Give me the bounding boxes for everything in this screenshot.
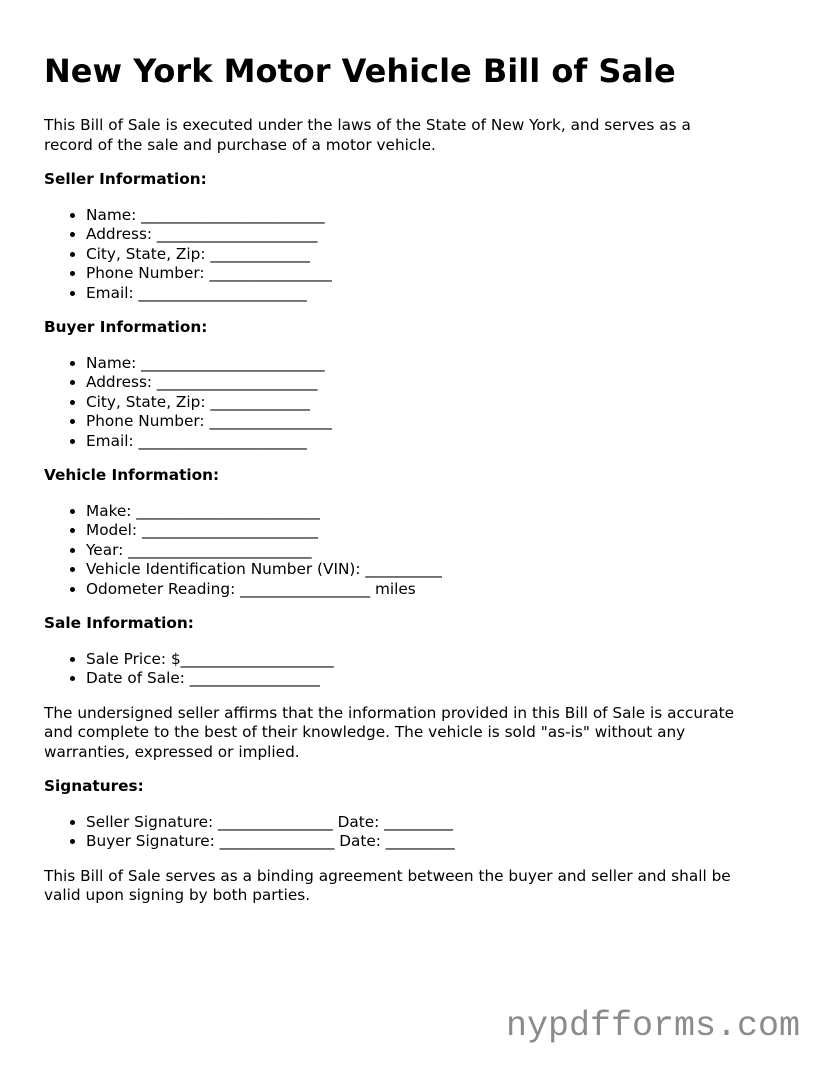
closing-line-2: valid upon signing by both parties.	[44, 886, 311, 905]
seller-email-field-line: • Email: ______________________	[86, 284, 781, 304]
seller-name-field-line: • Name: ________________________	[86, 206, 781, 226]
watermark-url: nypdfforms.com	[505, 1006, 800, 1046]
section-heading-seller-information: Seller Information:	[44, 170, 207, 189]
buyer-email-field-line: • Email: ______________________	[86, 432, 781, 452]
closing-paragraph	[44, 867, 781, 906]
seller-phone-number-field-line: • Phone Number: ________________	[86, 264, 781, 284]
date-of-sale-field-line: • Date of Sale: _________________	[86, 669, 781, 689]
document-title: New York Motor Vehicle Bill of Sale	[44, 52, 676, 90]
buyer-information-list	[44, 354, 781, 452]
affirmation-line-2: and complete to the best of their knowledge. The vehicle is sold "as-is" without any	[44, 723, 686, 742]
vehicle-year-field-line: • Year: ________________________	[86, 541, 781, 561]
section-heading-vehicle-information: Vehicle Information:	[44, 466, 220, 485]
intro-line-2: record of the sale and purchase of a motor vehicle.	[44, 135, 436, 154]
vehicle-odometer-field-line: • Odometer Reading: _________________ miles	[86, 580, 781, 600]
buyer-city-state-zip-field-line: • City, State, Zip: _____________	[86, 393, 781, 413]
affirmation-paragraph	[44, 704, 781, 763]
signatures-list	[44, 813, 781, 852]
vehicle-model-field-line: • Model: _______________________	[86, 521, 781, 541]
seller-signature-field-line: • Seller Signature: _______________ Date: _________	[86, 813, 781, 833]
seller-city-state-zip-field-line: • City, State, Zip: _____________	[86, 245, 781, 265]
seller-information-list	[44, 206, 781, 304]
section-heading-buyer-information: Buyer Information:	[44, 318, 208, 337]
intro-paragraph	[44, 116, 781, 155]
buyer-address-field-line: • Address: _____________________	[86, 373, 781, 393]
affirmation-line-3: warranties, expressed or implied.	[44, 742, 300, 761]
buyer-name-field-line: • Name: ________________________	[86, 354, 781, 374]
vehicle-make-field-line: • Make: ________________________	[86, 502, 781, 522]
affirmation-line-1: The undersigned seller affirms that the information provided in this Bill of Sale is accurate	[44, 703, 735, 722]
seller-address-field-line: • Address: _____________________	[86, 225, 781, 245]
vehicle-information-list	[44, 502, 781, 600]
sale-price-field-line: • Sale Price: $____________________	[86, 650, 781, 670]
vehicle-vin-field-line: • Vehicle Identification Number (VIN): __________	[86, 560, 781, 580]
buyer-signature-field-line: • Buyer Signature: _______________ Date: _________	[86, 832, 781, 852]
intro-line-1: This Bill of Sale is executed under the laws of the State of New York, and serves as a	[44, 116, 691, 135]
section-heading-sale-information: Sale Information:	[44, 614, 194, 633]
sale-information-list	[44, 650, 781, 689]
section-heading-signatures: Signatures:	[44, 777, 144, 796]
buyer-phone-number-field-line: • Phone Number: ________________	[86, 412, 781, 432]
closing-line-1: This Bill of Sale serves as a binding agreement between the buyer and seller and shall be	[44, 866, 731, 885]
